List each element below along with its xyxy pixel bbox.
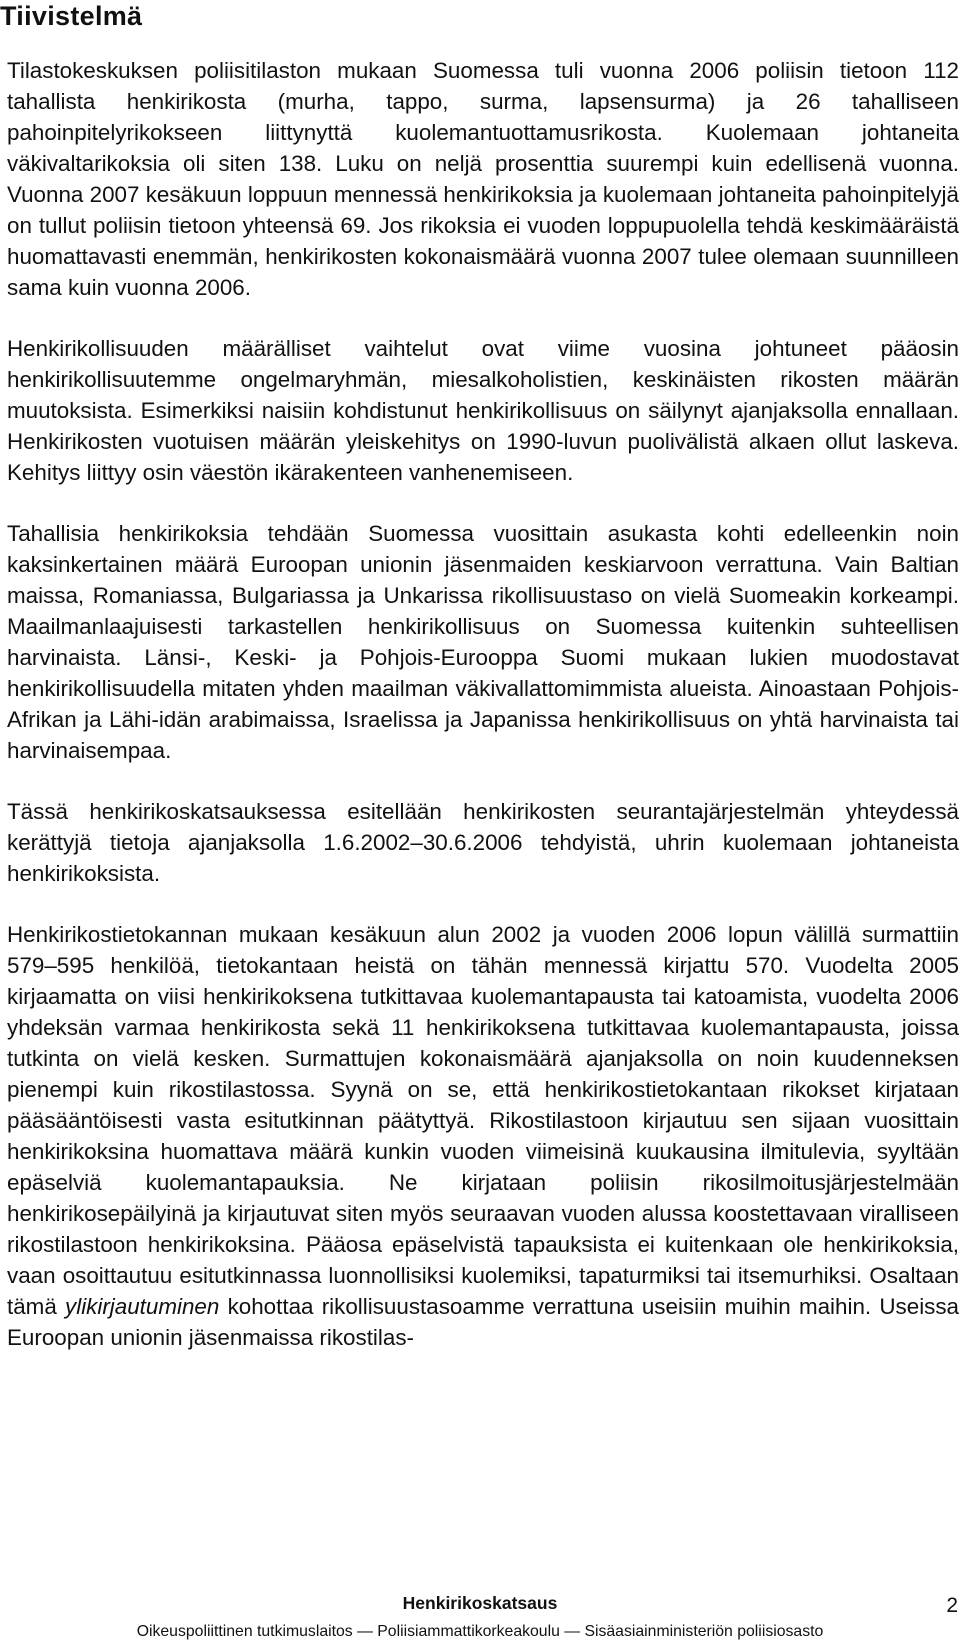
italic-term: ylikirjautuminen — [65, 1294, 220, 1319]
paragraph-5-text-start: Henkirikostietokannan mukaan kesäkuun alun 2002 ja vuoden 2006 lopun välillä surmattiin 579–595 henkilöä, tietokantaan heistä on tähän mennessä kirjattu 570. Vuodelta 2005 kirjaamatta on viisi henkirikoksena tutkittavaa kuolemantapausta tai katoamista, vuodelta 2006 yhdeksän varmaa henkirikosta sekä 11 henkirikoksena tutkittavaa kuolemantapausta, joissa tutkinta on vielä kesken. Surmattujen kokonaismäärä ajanjaksolla on noin kuudenneksen pienempi kuin rikostilastossa. Syynä on se, että henkirikostietokantaan rikokset kirjataan pääsääntöisesti vasta esitutkinnan päätyttyä. Rikostilastoon kirjautuu sen sijaan vuosittain henkirikoksina huomattava määrä kunkin vuoden viimeisinä kuukausina ilmitulevia, syyltään epäselviä kuolemantapauksia. Ne kirjataan poliisin rikosilmoitusjärjestelmään henkirikosepäilyinä ja kirjautuvat siten myös seuraavan vuoden alussa koostettavaan viralliseen rikostilastoon henkirikoksina. Pääosa epäselvistä tapauksista ei kuitenkaan ole henkirikoksia, vaan osoittautuu esitutkinnassa luonnollisiksi kuolemiksi, tapaturmiksi tai itsemurhiksi. Osaltaan tämä — [7, 922, 959, 1319]
footer-institutions: Oikeuspoliittinen tutkimuslaitos — Poliisiammattikorkeakoulu — Sisäasiainministeriön poliisiosasto — [136, 1623, 824, 1640]
paragraph-1: Tilastokeskuksen poliisitilaston mukaan Suomessa tuli vuonna 2006 poliisin tietoon 112 tahallista henkirikosta (murha, tappo, surma, lapsensurma) ja 26 tahalliseen pahoinpitelyrikokseen liittynyttä kuolemantuottamusrikosta. Kuolemaan johtaneita väkivaltarikoksia oli siten 138. Luku on neljä prosenttia suurempi kuin edellisenä vuonna. Vuonna 2007 kesäkuun loppuun mennessä henkirikoksia ja kuolemaan johtaneita pahoinpitelyjä on tullut poliisin tietoon yhteensä 69. Jos rikoksia ei vuoden loppupuolella tehdä keskimääräistä huomattavasti enemmän, henkirikosten kokonaismäärä vuonna 2007 tulee olemaan suunnilleen sama kuin vuonna 2006. — [7, 58, 959, 300]
footer-title: Henkirikoskatsaus — [402, 1593, 558, 1613]
paragraph-3: Tahallisia henkirikoksia tehdään Suomessa vuosittain asukasta kohti edelleenkin noin kaksinkertainen määrä Euroopan unionin jäsenmaiden keskiarvoon verrattuna. Vain Baltian maissa, Romaniassa, Bulgariassa ja Unkarissa rikollisuustaso on vielä Suomeakin korkeampi. Maailmanlaajuisesti tarkastellen henkirikollisuus on Suomessa kuitenkin suhteellisen harvinaista. Länsi-, Keski- ja Pohjois-Eurooppa Suomi mukaan lukien muodostavat henkirikollisuudella mitaten yhden maailman väkivallattomimmista alueista. Ainoastaan Pohjois-Afrikan ja Lähi-idän arabimaissa, Israelissa ja Japanissa henkirikollisuus on yhtä harvinaista tai harvinaisempaa. — [7, 521, 959, 763]
summary-body — [7, 55, 959, 1383]
page-number: 2 — [946, 1594, 958, 1617]
paragraph-5-text-end: kohottaa rikollisuustasoamme verrattuna useisiin muihin maihin. Useissa Euroopan unionin jäsenmaissa rikostilas- — [7, 1294, 960, 1350]
page-title: Tiivistelmä — [0, 1, 143, 31]
paragraph-2: Henkirikollisuuden määrälliset vaihtelut ovat viime vuosina johtuneet pääosin henkirikollisuutemme ongelmaryhmän, miesalkoholistien, keskinäisten rikosten määrän muutoksista. Esimerkiksi naisiin kohdistunut henkirikollisuus on säilynyt ajanjaksolla ennallaan. Henkirikosten vuotuisen määrän yleiskehitys on 1990-luvun puolivälistä alkaen ollut laskeva. Kehitys liittyy osin väestön ikärakenteen vanhenemiseen. — [7, 336, 959, 485]
paragraph-5 — [7, 919, 959, 1353]
paragraph-4: Tässä henkirikoskatsauksessa esitellään henkirikosten seurantajärjestelmän yhteydessä kerättyjä tietoja ajanjaksolla 1.6.2002–30.6.2006 tehdyistä, uhrin kuolemaan johtaneista henkirikoksista. — [7, 799, 959, 886]
